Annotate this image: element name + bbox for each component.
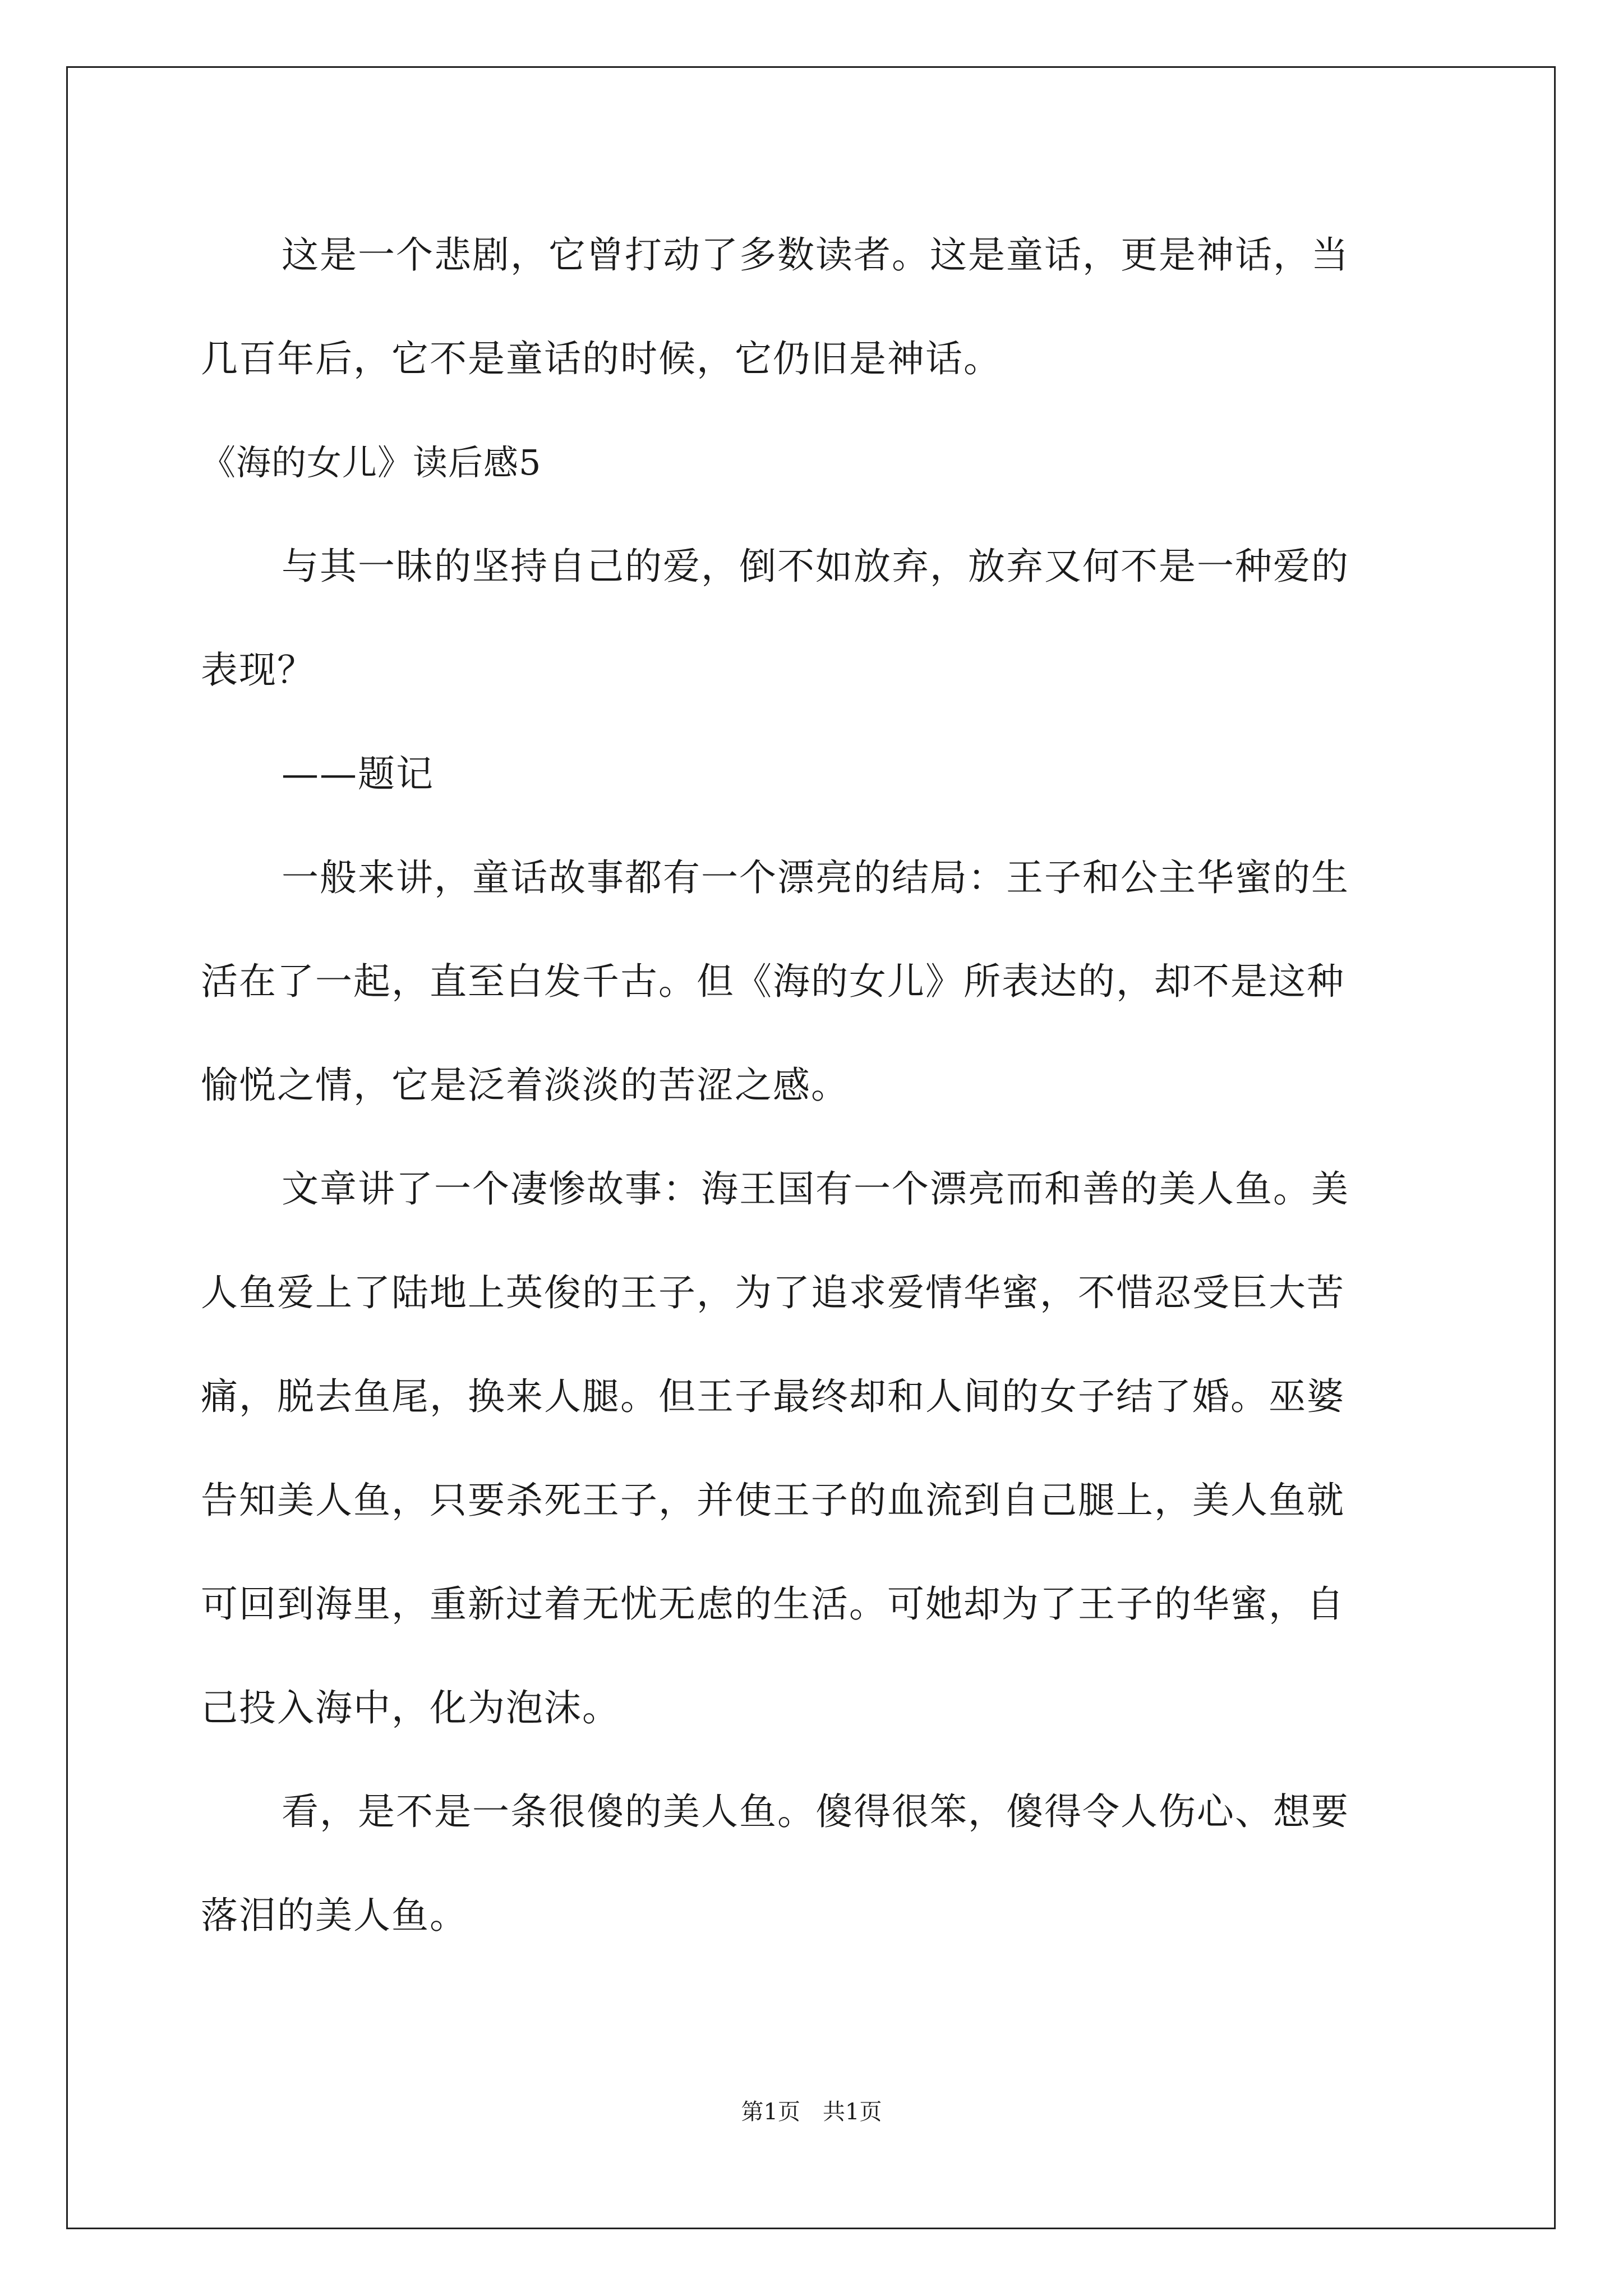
epigraph-attribution: ——题记 [282, 752, 434, 795]
section-heading: 《海的女儿》读后感5 [201, 442, 542, 483]
paragraph-line: 可回到海里，重新过着无忧无虑的生活。可她却为了王子的华蜜，自 [201, 1582, 1345, 1626]
paragraph-line: 人鱼爱上了陆地上英俊的王子，为了追求爱情华蜜，不惜忍受巨大苦 [201, 1271, 1345, 1314]
paragraph-line: 与其一昧的坚持自己的爱，倒不如放弃，放弃又何不是一种爱的 [282, 545, 1349, 588]
paragraph-line: 表现？ [201, 648, 315, 692]
paragraph-line: 落泪的美人鱼。 [201, 1894, 468, 1937]
paragraph-line: 看，是不是一条很傻的美人鱼。傻得很笨，傻得令人伤心、想要 [282, 1790, 1349, 1833]
page-footer [0, 2098, 1623, 2126]
paragraph-line: 己投入海中，化为泡沫。 [201, 1686, 620, 1729]
paragraph-line: 活在了一起，直至白发千古。但《海的女儿》所表达的，却不是这种 [201, 960, 1345, 1003]
paragraph-line: 这是一个悲剧，它曾打动了多数读者。这是童话，更是神话，当 [282, 233, 1349, 277]
paragraph-line: 一般来讲，童话故事都有一个漂亮的结局：王子和公主华蜜的生 [282, 856, 1349, 899]
paragraph-line: 几百年后，它不是童话的时候，它仍旧是神话。 [201, 337, 1002, 380]
paragraph-line: 愉悦之情，它是泛着淡淡的苦涩之感。 [201, 1064, 849, 1107]
paragraph-line: 告知美人鱼，只要杀死王子，并使王子的血流到自己腿上，美人鱼就 [201, 1479, 1345, 1522]
page-total: 共1页 [823, 2099, 882, 2125]
paragraph-line: 痛，脱去鱼尾，换来人腿。但王子最终却和人间的女子结了婚。巫婆 [201, 1375, 1345, 1418]
paragraph-line: 文章讲了一个凄惨故事：海王国有一个漂亮而和善的美人鱼。美 [282, 1167, 1349, 1211]
page-number: 第1页 [741, 2099, 800, 2125]
